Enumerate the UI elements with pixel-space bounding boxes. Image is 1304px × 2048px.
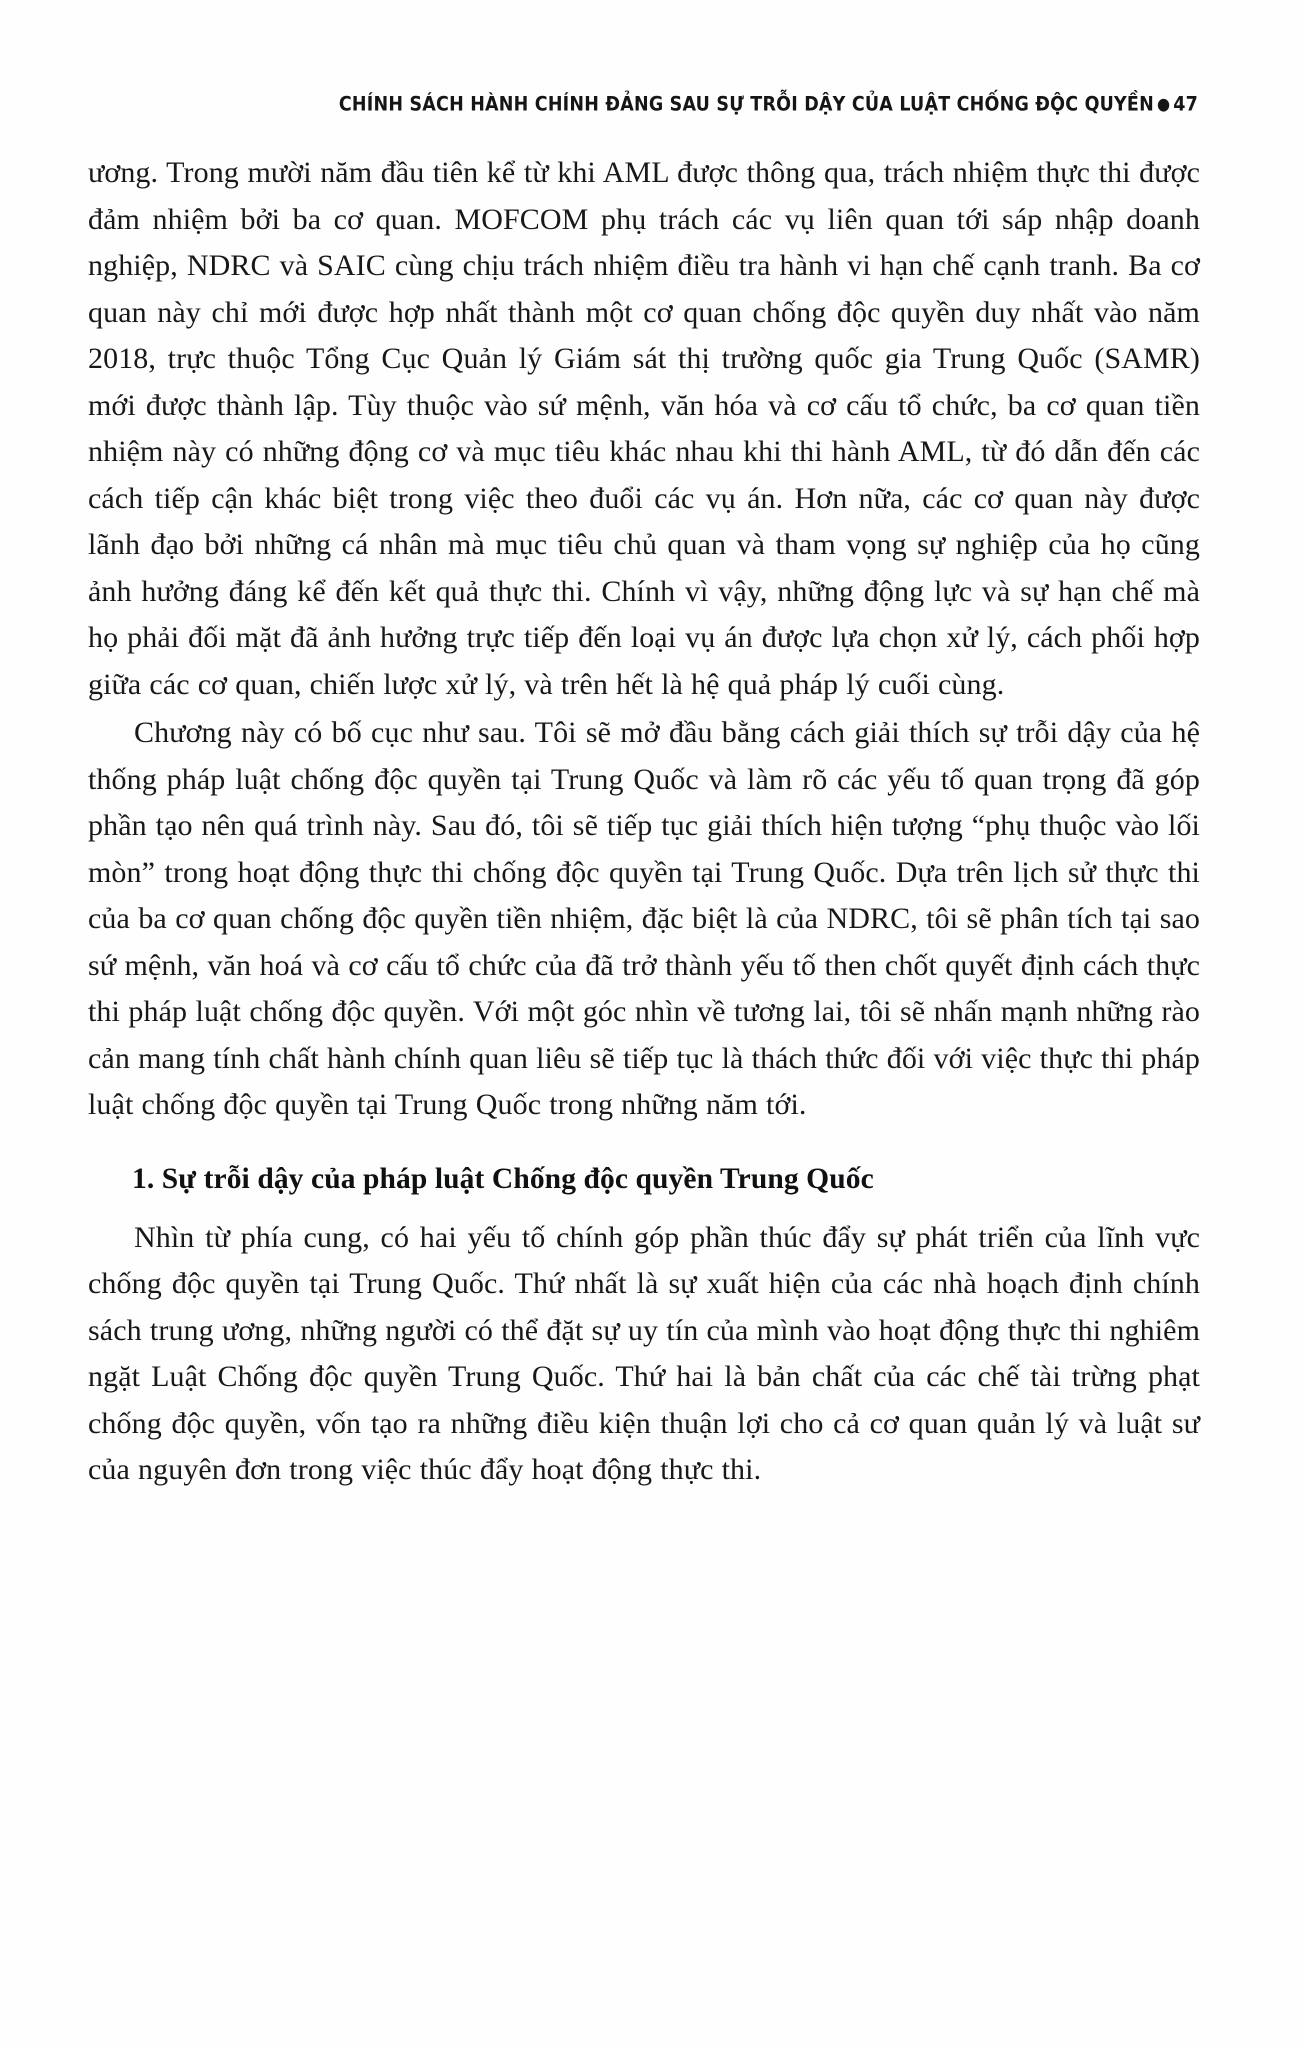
running-header (88, 94, 1200, 116)
paragraph-3: Nhìn từ phía cung, có hai yếu tố chính góp phần thúc đẩy sự phát triển của lĩnh vực chống độc quyền tại Trung Quốc. Thứ nhất là sự xuất hiện của các nhà hoạch định chính sách trung ương, những người có thể đặt sự uy tín của mình vào hoạt động thực thi nghiêm ngặt Luật Chống độc quyền Trung Quốc. Thứ hai là bản chất của các chế tài trừng phạt chống độc quyền, vốn tạo ra những điều kiện thuận lợi cho cả cơ quan quản lý và luật sư của nguyên đơn trong việc thúc đẩy hoạt động thực thi. (88, 1220, 1200, 1486)
page-number: 47 (1173, 93, 1198, 116)
paragraph-1: ương. Trong mười năm đầu tiên kể từ khi AML được thông qua, trách nhiệm thực thi được đảm nhiệm bởi ba cơ quan. MOFCOM phụ trách các vụ liên quan tới sáp nhập doanh nghiệp, NDRC và SAIC cùng chịu trách nhiệm điều tra hành vi hạn chế cạnh tranh. Ba cơ quan này chỉ mới được hợp nhất thành một cơ quan chống độc quyền duy nhất vào năm 2018, trực thuộc Tổng Cục Quản lý Giám sát thị trường quốc gia Trung Quốc (SAMR) mới được thành lập. Tùy thuộc vào sứ mệnh, văn hóa và cơ cấu tổ chức, ba cơ quan tiền nhiệm này có những động cơ và mục tiêu khác nhau khi thi hành AML, từ đó dẫn đến các cách tiếp cận khác biệt trong việc theo đuổi các vụ án. Hơn nữa, các cơ quan này được lãnh đạo bởi những cá nhân mà mục tiêu chủ quan và tham vọng sự nghiệp của họ cũng ảnh hưởng đáng kể đến kết quả thực thi. Chính vì vậy, những động lực và sự hạn chế mà họ phải đối mặt đã ảnh hưởng trực tiếp đến loại vụ án được lựa chọn xử lý, cách phối hợp giữa các cơ quan, chiến lược xử lý, và trên hết là hệ quả pháp lý cuối cùng. (88, 156, 1200, 701)
body-text (88, 150, 1200, 1494)
running-header-bullet: ● (1156, 93, 1171, 114)
section-heading-1: 1. Sự trỗi dậy của pháp luật Chống độc quyền Trung Quốc (132, 1162, 874, 1195)
running-header-title: CHÍNH SÁCH HÀNH CHÍNH ĐẢNG SAU SỰ TRỖI DẬY CỦA LUẬT CHỐNG ĐỘC QUYỀN (338, 93, 1154, 116)
paragraph-2: Chương này có bố cục như sau. Tôi sẽ mở đầu bằng cách giải thích sự trỗi dậy của hệ thống pháp luật chống độc quyền tại Trung Quốc và làm rõ các yếu tố quan trọng đã góp phần tạo nên quá trình này. Sau đó, tôi sẽ tiếp tục giải thích hiện tượng “phụ thuộc vào lối mòn” trong hoạt động thực thi chống độc quyền tại Trung Quốc. Dựa trên lịch sử thực thi của ba cơ quan chống độc quyền tiền nhiệm, đặc biệt là của NDRC, tôi sẽ phân tích tại sao sứ mệnh, văn hoá và cơ cấu tổ chức của đã trở thành yếu tố then chốt quyết định cách thực thi pháp luật chống độc quyền. Với một góc nhìn về tương lai, tôi sẽ nhấn mạnh những rào cản mang tính chất hành chính quan liêu sẽ tiếp tục là thách thức đối với việc thực thi pháp luật chống độc quyền tại Trung Quốc trong những năm tới. (88, 716, 1200, 1121)
